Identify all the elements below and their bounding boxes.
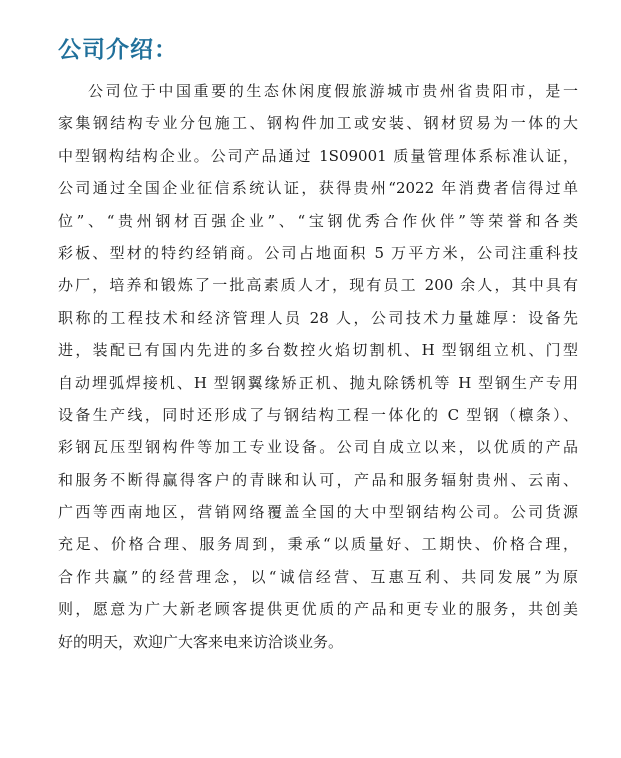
paragraph-line: 则，愿意为广大新老顾客提供更优质的产品和更专业的服务，共创美 bbox=[58, 600, 578, 619]
paragraph-line: 公司通过全国企业征信系统认证，获得贵州“2022 年消费者信得过单 bbox=[58, 179, 578, 198]
paragraph-line: 自动埋弧焊接机、H 型钢翼缘矫正机、抛丸除锈机等 H 型钢生产专用 bbox=[58, 373, 578, 392]
paragraph-line: 设备生产线，同时还形成了与钢结构工程一体化的 C 型钢（檩条）、 bbox=[58, 405, 578, 424]
section-title: 公司介绍： bbox=[58, 37, 178, 63]
paragraph-line: 彩钢瓦压型钢构件等加工专业设备。公司自成立以来，以优质的产品 bbox=[58, 438, 578, 457]
paragraph-line: 职称的工程技术和经济管理人员 28 人，公司技术力量雄厚：设备先 bbox=[58, 308, 578, 327]
paragraph-line: 公司位于中国重要的生态休闲度假旅游城市贵州省贵阳市，是一 bbox=[88, 82, 578, 100]
paragraph-line: 充足、价格合理、服务周到，秉承“以质量好、工期快、价格合理， bbox=[58, 535, 578, 554]
paragraph-line: 广西等西南地区，营销网络覆盖全国的大中型钢结构公司。公司货源 bbox=[58, 503, 578, 522]
paragraph-line: 家集钢结构专业分包施工、钢构件加工或安装、钢材贸易为一体的大 bbox=[58, 114, 578, 133]
paragraph-line: 彩板、型材的特约经销商。公司占地面积 5 万平方米，公司注重科技 bbox=[58, 243, 578, 262]
paragraph-line: 和服务不断得赢得客户的青睐和认可，产品和服务辐射贵州、云南、 bbox=[58, 470, 578, 489]
paragraph-line: 进，装配已有国内先进的多台数控火焰切割机、H 型钢组立机、门型 bbox=[58, 341, 578, 360]
paragraph-line: 中型钢构结构企业。公司产品通过 1S09001 质量管理体系标准认证， bbox=[58, 146, 578, 165]
paragraph-line: 位”、“贵州钢材百强企业”、“宝钢优秀合作伙伴”等荣誉和各类 bbox=[58, 211, 578, 230]
company-intro-paragraph bbox=[58, 75, 578, 658]
paragraph-line: 办厂，培养和锻炼了一批高素质人才，现有员工 200 余人，其中具有 bbox=[58, 276, 578, 295]
paragraph-line: 合作共赢”的经营理念，以“诚信经营、互惠互利、共同发展”为原 bbox=[58, 567, 578, 586]
paragraph-line: 好的明天，欢迎广大客来电来访洽谈业务。 bbox=[58, 632, 344, 651]
